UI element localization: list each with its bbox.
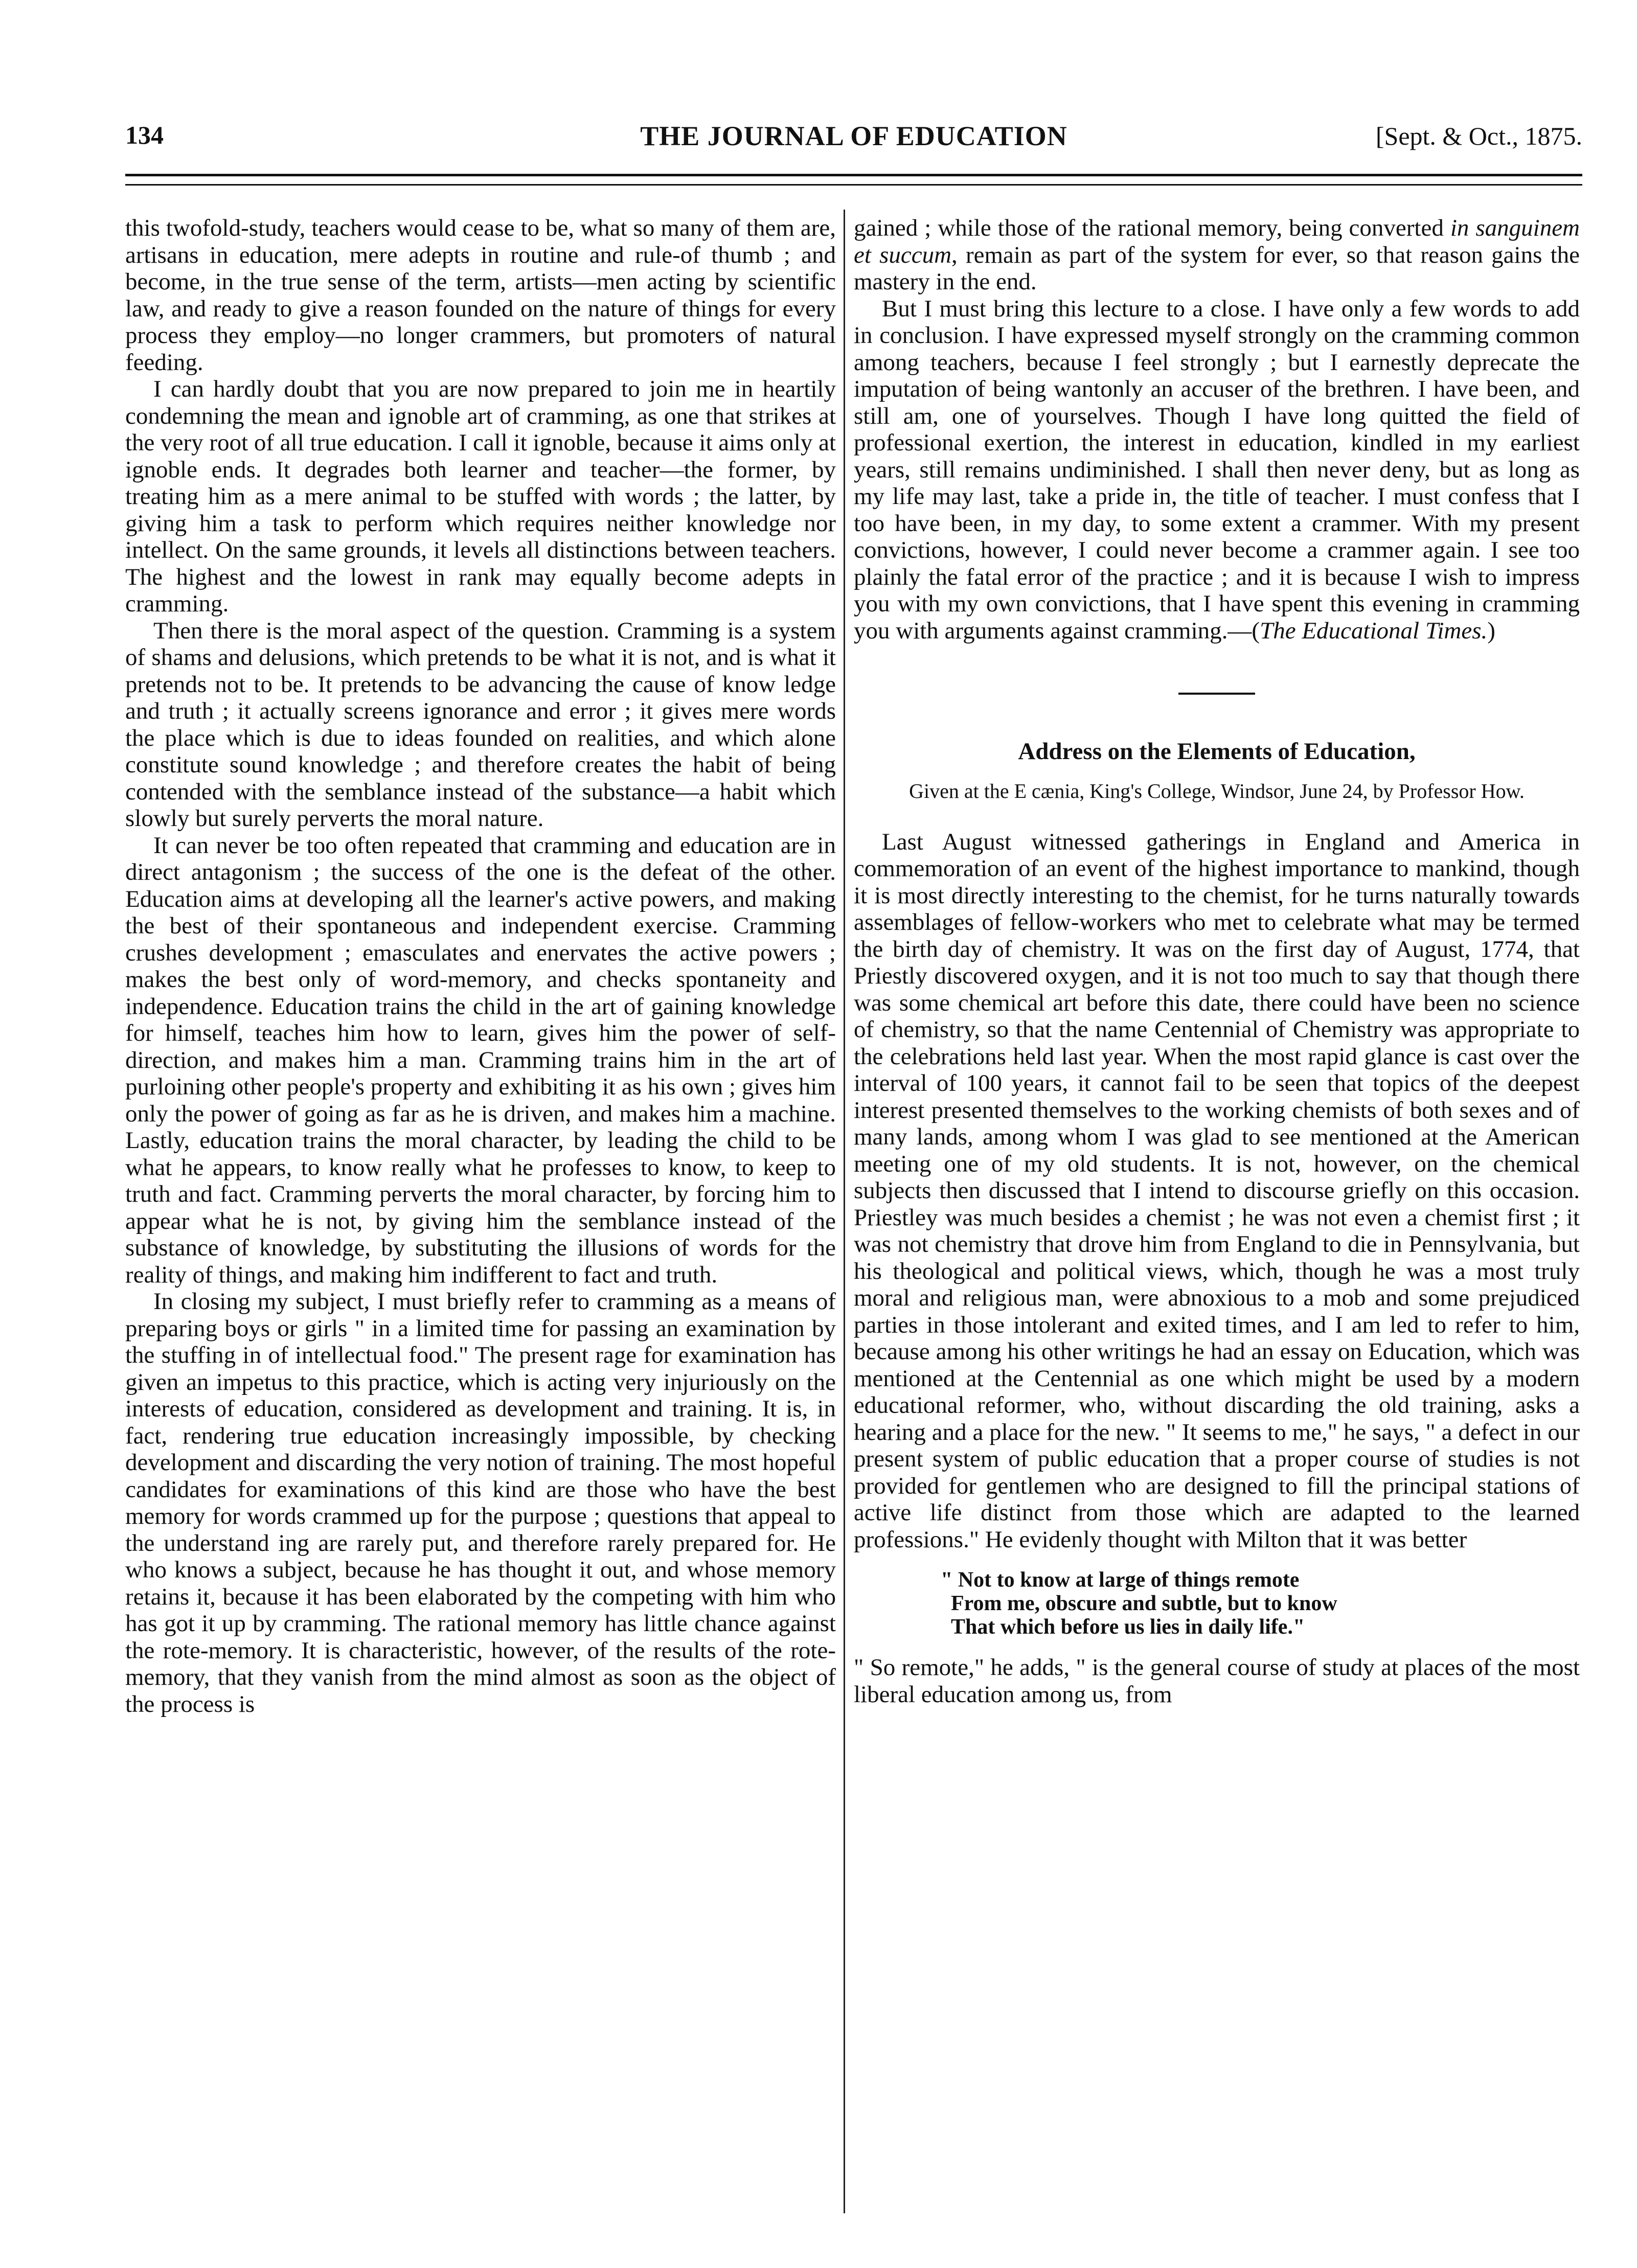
source-citation: The Educational Times. xyxy=(1260,617,1488,644)
text-run: , remain as part of the system for ever, so that reason gains the mastery in the end. xyxy=(854,241,1580,295)
journal-title: THE JOURNAL OF EDUCATION xyxy=(640,121,1067,151)
verse-quote xyxy=(941,1568,1580,1639)
paragraph: Last August witnessed gatherings in England and America in commemoration of an event of the highest importance to mankind, though it is most directly interesting to the chemist, for he turns naturally towards assemblages of fellow-workers who met to celebrate what may be termed the birth day of chemistry. It was on the first day of August, 1774, that Priestly discovered oxygen, and it is not too much to say that though there was some chemical art before this date, there could have been no science of chemistry, so that the name Centennial of Chemistry was appropriate to the celebrations held last year. When the most rapid glance is cast over the interval of 100 years, it cannot fail to be seen that topics of the deepest interest presented themselves to the working chemists of both sexes and of many lands, among whom I was glad to see mentioned at the American meeting one of my old students. It is not, however, on the chemical subjects then discussed that I intend to discourse griefly on this occasion. Priestley was much besides a chemist ; he was not even a chemist first ; it was not chemistry that drove him from England to die in Pennsylvania, but his theological and political views, which, though he was a most truly moral and religious man, were abnoxious to a mob and some prejudiced parties in those intolerant and exited times, and I am led to refer to him, because among his other writings he had an essay on Education, which was mentioned at the Centennial as one which might be used by a modern educational reformer, who, without discarding the old training, asks a hearing and a place for the new. " It seems to me," he says, " a defect in our present system of public education that a proper course of studies is not provided for gentlemen who are designed to fill the principal stations of active life distinct from those which are adapted to the learned professions." He evidenly thought with Milton that it was better xyxy=(854,828,1580,1553)
quote-line: From me, obscure and subtle, but to know xyxy=(951,1592,1337,1615)
article-subtitle: Given at the E cænia, King's College, Windsor, June 24, by Professor How. xyxy=(909,779,1525,803)
section-divider xyxy=(1178,693,1255,695)
column-divider xyxy=(844,210,845,2213)
paragraph: Then there is the moral aspect of the question. Cramming is a system of shams and delusions, which pretends to be what it is not, and is what it pretends not to be. It pretends to be advancing the cause of know ledge and truth ; it actually screens ignorance and error ; it gives mere words the place which is due to ideas founded on realities, and which alone constitute sound knowledge ; and therefore creates the habit of being contended with the semblance instead of the substance—a habit which slowly but surely perverts the moral nature. xyxy=(125,617,836,832)
page-header xyxy=(125,120,1582,166)
paragraph: It can never be too often repeated that cramming and education are in direct antagonism ; the success of the one is the defeat of the other. Education aims at developing all the learner's active powers, and making the best of their spontaneous and independent exercise. Cramming crushes development ; emasculates and enervates the active powers ; makes the best only of word-memory, and checks spontaneity and independence. Education trains the child in the art of gaining knowledge for himself, teaches him how to learn, gives him the power of self-direction, and makes him a man. Cramming trains him in the art of purloining other people's property and exhibiting it as his own ; gives him only the power of going as far as he is driven, and makes him a machine. Lastly, education trains the moral character, by leading the child to be what he appears, to know really what he professes to know, to keep to truth and fact. Cramming perverts the moral character, by forcing him to appear what he is not, by giving him the semblance instead of the substance of knowledge, by substituting the illusions of words for the reality of things, and making him indifferent to fact and truth. xyxy=(125,832,836,1288)
paragraph xyxy=(854,215,1580,295)
article-title: Address on the Elements of Education, xyxy=(1018,738,1416,765)
paragraph xyxy=(854,295,1580,645)
latin-phrase: in sanguinem et succum xyxy=(854,215,1580,268)
quote-line: That which before us lies in daily life." xyxy=(951,1615,1305,1639)
paragraph: I can hardly doubt that you are now prepared to join me in heartily condemning the mean and ignoble art of cramming, as one that strikes at the very root of all true education. I call it ignoble, because it aims only at ignoble ends. It degrades both learner and teacher—the former, by treating him as a mere animal to be stuffed with words ; the latter, by giving him a task to perform which requires neither knowledge nor intellect. On the same grounds, it levels all distinctions between teachers. The highest and the lowest in rank may equally become adepts in cramming. xyxy=(125,376,836,617)
quote-line: " Not to know at large of things remote xyxy=(941,1568,1300,1592)
issue-date: [Sept. & Oct., 1875. xyxy=(1375,122,1582,150)
left-column xyxy=(125,215,836,2208)
header-rule xyxy=(125,174,1582,176)
paragraph: In closing my subject, I must briefly refer to cramming as a means of preparing boys or girls " in a limited time for passing an examination by the stuffing in of intellectual food." The present rage for examination has given an impetus to this practice, which is acting very injuriously on the interests of education, considered as development and training. It is, in fact, rendering true education increasingly impossible, by checking development and discarding the very notion of training. The most hopeful candidates for examinations of this kind are those who have the best memory for words crammed up for the purpose ; questions that appeal to the understand ing are rarely put, and therefore rarely prepared for. He who knows a subject, because he has thought it out, and whose memory retains it, because it has been elaborated by the competing with him who has got it up by cramming. The rational memory has little chance against the rote-memory. It is characteristic, however, of the results of the rote-memory, that they vanish from the mind almost as soon as the object of the process is xyxy=(125,1288,836,1717)
text-run: But I must bring this lecture to a close. I have only a few words to add in conclusion. I have expressed myself strongly on the cramming common among teachers, because I feel strongly ; but I earnestly deprecate the imputation of being wantonly an accuser of the brethren. I have been, and still am, one of yourselves. Though I have long quitted the field of professional exertion, the interest in education, kindled in my earliest years, still remains undiminished. I shall then never deny, but as long as my life may last, take a pride in, the title of teacher. I must confess that I too have been, in my day, to some extent a crammer. With my present convictions, however, I could never become a crammer again. I see too plainly the fatal error of the practice ; and it is because I wish to impress you with my own convictions, that I have spent this evening in cramming you with arguments against cramming.—( xyxy=(854,295,1580,644)
text-run: gained ; while those of the rational memory, being converted xyxy=(854,215,1450,241)
right-column xyxy=(854,215,1580,2208)
page-number: 134 xyxy=(125,121,164,149)
text-run: ) xyxy=(1487,617,1495,644)
paragraph: " So remote," he adds, " is the general course of study at places of the most liberal education among us, from xyxy=(854,1654,1580,1708)
paragraph: this twofold-study, teachers would cease to be, what so many of them are, artisans in education, mere adepts in routine and rule-of thumb ; and become, in the true sense of the term, artists—men acting by scientific law, and ready to give a reason founded on the nature of things for every process they employ—no longer crammers, but promoters of natural feeding. xyxy=(125,215,836,376)
header-rule-secondary xyxy=(125,184,1582,186)
